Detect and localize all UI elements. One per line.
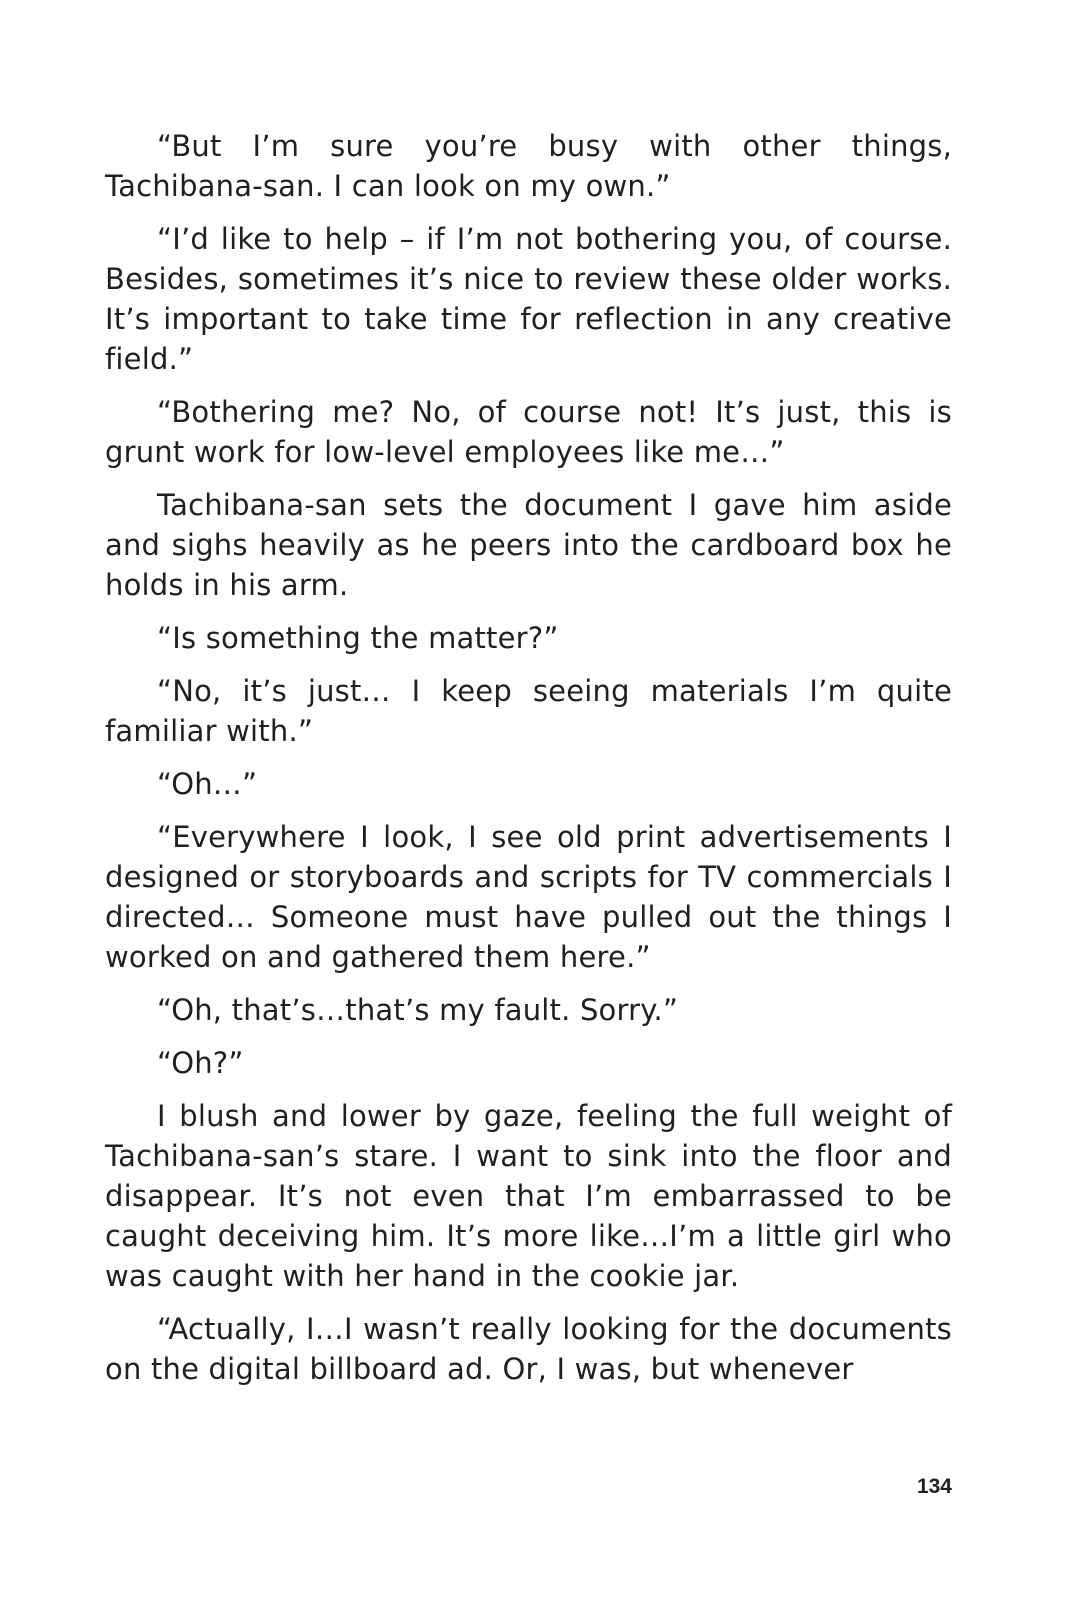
paragraph: “I’d like to help – if I’m not bothering you, of course. Besides, sometimes it’s nice to review these older works. It’s important to take time for reflection in any creative field.”: [105, 222, 952, 376]
paragraph: “No, it’s just… I keep seeing materials I’m quite familiar with.”: [105, 674, 952, 748]
paragraph: “But I’m sure you’re busy with other things, Tachibana-san. I can look on my own.”: [105, 129, 952, 203]
paragraph: “Oh?”: [157, 1046, 244, 1080]
page-body: [105, 126, 952, 1402]
paragraph: “Bothering me? No, of course not! It’s just, this is grunt work for low-level employees like me…”: [105, 395, 952, 469]
paragraph: I blush and lower by gaze, feeling the full weight of Tachibana-san’s stare. I want to sink into the floor and disappear. It’s not even that I’m embarrassed to be caught deceiving him. It’s more like…I’m a little girl who was caught with her hand in the cookie jar.: [105, 1099, 952, 1293]
paragraph: “Oh, that’s…that’s my fault. Sorry.”: [157, 993, 679, 1027]
paragraph: “Is something the matter?”: [157, 621, 559, 655]
paragraph: “Actually, I…I wasn’t really looking for the documents on the digital billboard ad. Or, I was, but whenever: [105, 1312, 952, 1386]
page-number: 134: [916, 1475, 952, 1498]
paragraph: “Everywhere I look, I see old print advertisements I designed or storyboards and scripts for TV commercials I directed… Someone must have pulled out the things I worked on and gathered them here.”: [105, 820, 952, 974]
paragraph: “Oh…”: [157, 767, 258, 801]
paragraph: Tachibana-san sets the document I gave him aside and sighs heavily as he peers into the cardboard box he holds in his arm.: [105, 488, 952, 602]
